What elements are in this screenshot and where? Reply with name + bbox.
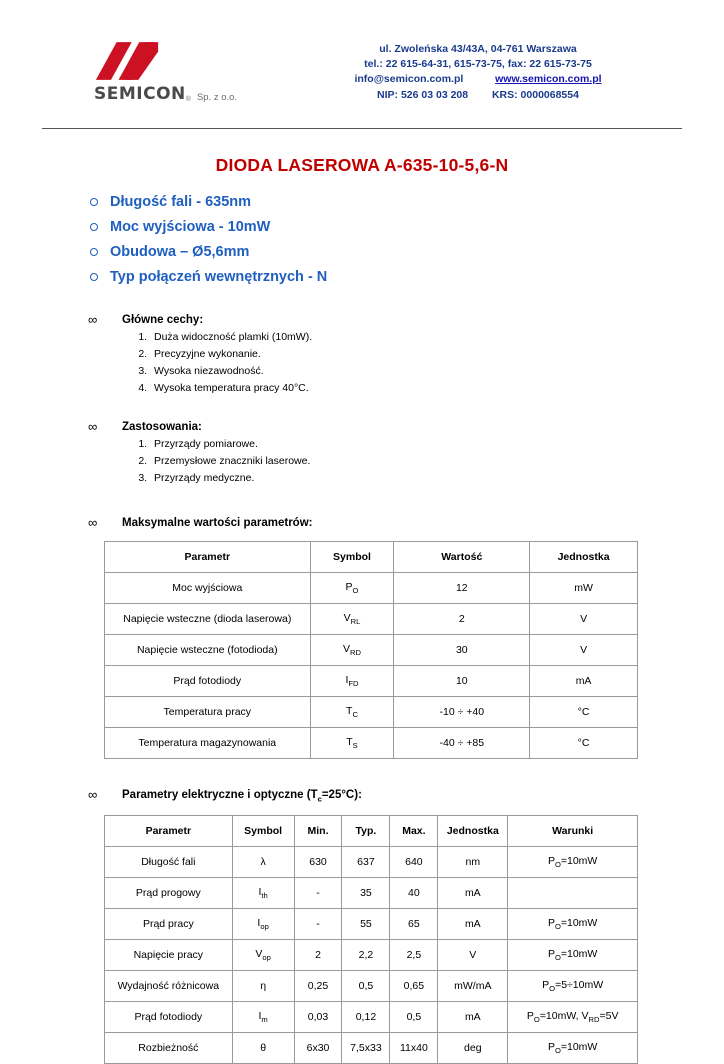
list-item: Moc wyjściowa - 10mW <box>88 215 682 240</box>
section-heading-label: Maksymalne wartości parametrów: <box>122 516 313 529</box>
list-item: 2. Przemysłowe znaczniki laserowe. <box>150 453 682 470</box>
website-link[interactable]: www.semicon.com.pl <box>495 73 602 86</box>
table-cell: 2 <box>394 603 530 634</box>
row-label: Temperatura magazynowania <box>105 727 311 758</box>
header-divider <box>42 128 682 129</box>
table-row <box>105 665 638 696</box>
table-cell: - <box>294 909 342 940</box>
section-electrical-params <box>42 786 682 804</box>
section-heading <box>88 514 682 530</box>
row-label: Długość fali <box>105 847 233 878</box>
company-suffix: Sp. z o.o. <box>196 92 238 103</box>
table-cell: 55 <box>342 909 390 940</box>
table-cell: $P_O=10mW$ <box>508 847 638 878</box>
semicon-logo-icon <box>94 38 160 84</box>
column-header: Jednostka <box>438 816 508 847</box>
phone-line: tel.: 22 615-64-31, 615-73-75, fax: 22 615-73-75 <box>364 58 592 71</box>
table-cell: 2 <box>294 940 342 971</box>
row-label: Napięcie wsteczne (dioda laserowa) <box>105 603 311 634</box>
table-row <box>105 572 638 603</box>
row-label: Prąd fotodiody <box>105 1002 233 1033</box>
column-header: Symbol <box>232 816 294 847</box>
table-cell: °C <box>530 696 638 727</box>
email-link[interactable]: info@semicon.com.pl <box>354 73 464 86</box>
table-cell: 7,5x33 <box>342 1033 390 1064</box>
column-header: Max. <box>390 816 438 847</box>
table-header-row <box>105 816 638 847</box>
column-header: Jednostka <box>530 541 638 572</box>
table-cell: V <box>530 603 638 634</box>
row-label: Prąd pracy <box>105 909 233 940</box>
table-cell: mW <box>530 572 638 603</box>
company-logo <box>42 38 274 103</box>
table-cell: 0,5 <box>342 971 390 1002</box>
table-cell: mW/mA <box>438 971 508 1002</box>
table-cell: 11x40 <box>390 1033 438 1064</box>
table-row <box>105 940 638 971</box>
table-cell: $V_{op}$ <box>232 940 294 971</box>
registered-mark: ® <box>185 96 191 103</box>
column-header: Symbol <box>310 541 394 572</box>
table-cell: λ <box>232 847 294 878</box>
section-max-values <box>42 514 682 530</box>
table-cell: 0,12 <box>342 1002 390 1033</box>
feature-list <box>88 329 682 397</box>
table-row <box>105 1033 638 1064</box>
table-cell: mA <box>530 665 638 696</box>
list-item: Obudowa – Ø5,6mm <box>88 240 682 265</box>
table-cell: $P_O=10mW$ <box>508 909 638 940</box>
table-row <box>105 727 638 758</box>
table-cell: η <box>232 971 294 1002</box>
section-heading <box>88 311 682 327</box>
table-cell: θ <box>232 1033 294 1064</box>
max-values-table-wrap <box>42 541 682 759</box>
table-cell: $P_O=5\div 10mW$ <box>508 971 638 1002</box>
column-header: Typ. <box>342 816 390 847</box>
table-cell: 2,2 <box>342 940 390 971</box>
contact-block <box>274 38 682 103</box>
table-cell: 40 <box>390 878 438 909</box>
row-label: Rozbieżność <box>105 1033 233 1064</box>
section-heading-label: Parametry elektryczne i optyczne $(T_c=25^\circ C)$: <box>122 788 362 804</box>
infinity-bullet-icon: ∞ <box>88 514 98 530</box>
krs-line: KRS: 0000068554 <box>491 88 579 101</box>
table-cell: 6x30 <box>294 1033 342 1064</box>
table-cell: mA <box>438 909 508 940</box>
address-line: ul. Zwoleńska 43/43A, 04-761 Warszawa <box>379 43 577 55</box>
list-item: 4. Wysoka temperatura pracy 40°C. <box>150 380 682 397</box>
table-cell: 35 <box>342 878 390 909</box>
table-cell: $V_{RL}$ <box>310 603 394 634</box>
table-cell: 640 <box>390 847 438 878</box>
section-heading-label: Główne cechy: <box>122 313 204 326</box>
section-zastosowania <box>42 418 682 487</box>
nip-line: NIP: 526 03 03 208 <box>377 88 469 101</box>
table-cell: -10 ÷ +40 <box>394 696 530 727</box>
list-item: 3. Przyrządy medyczne. <box>150 470 682 487</box>
table-cell: nm <box>438 847 508 878</box>
table-cell: $P_O=10mW$ <box>508 940 638 971</box>
list-item: Typ połączeń wewnętrznych - N <box>88 265 682 290</box>
table-cell: 0,25 <box>294 971 342 1002</box>
page-header <box>42 0 682 122</box>
highlight-list <box>42 190 682 290</box>
table-header-row <box>105 541 638 572</box>
table-cell: $T_C$ <box>310 696 394 727</box>
table-cell: -40 ÷ +85 <box>394 727 530 758</box>
list-item: 1. Duża widoczność plamki (10mW). <box>150 329 682 346</box>
table-cell: $P_O$ <box>310 572 394 603</box>
table-cell: 630 <box>294 847 342 878</box>
row-label: Moc wyjściowa <box>105 572 311 603</box>
table-cell: 0,65 <box>390 971 438 1002</box>
page-title: DIODA LASEROWA A-635-10-5,6-N <box>215 155 509 175</box>
table-cell: 65 <box>390 909 438 940</box>
column-header: Parametr <box>105 816 233 847</box>
electrical-params-table-body <box>105 847 638 1064</box>
table-cell: $V_{RD}$ <box>310 634 394 665</box>
row-label: Wydajność różnicowa <box>105 971 233 1002</box>
table-row <box>105 696 638 727</box>
list-item: 2. Precyzyjne wykonanie. <box>150 346 682 363</box>
table-cell: $I_{FD}$ <box>310 665 394 696</box>
table-cell: V <box>438 940 508 971</box>
section-heading-label: Zastosowania: <box>122 420 202 433</box>
table-cell: 0,03 <box>294 1002 342 1033</box>
table-row <box>105 603 638 634</box>
company-name: SEMICON <box>94 84 186 104</box>
table-row <box>105 1002 638 1033</box>
table-cell: $I_{op}$ <box>232 909 294 940</box>
section-heading <box>88 418 682 434</box>
table-cell: $P_O=10mW$, $V_{RD}=5V$ <box>508 1002 638 1033</box>
column-header: Warunki <box>508 816 638 847</box>
column-header: Parametr <box>105 541 311 572</box>
table-cell: 10 <box>394 665 530 696</box>
list-item: 1. Przyrządy pomiarowe. <box>150 436 682 453</box>
section-heading <box>88 786 682 804</box>
table-cell: V <box>530 634 638 665</box>
table-row <box>105 847 638 878</box>
table-row <box>105 878 638 909</box>
column-header: Min. <box>294 816 342 847</box>
table-cell: $T_S$ <box>310 727 394 758</box>
infinity-bullet-icon: ∞ <box>88 418 98 434</box>
table-cell: 637 <box>342 847 390 878</box>
row-label: Prąd fotodiody <box>105 665 311 696</box>
table-row <box>105 634 638 665</box>
list-item: 3. Wysoka niezawodność. <box>150 363 682 380</box>
table-row <box>105 971 638 1002</box>
table-cell: deg <box>438 1033 508 1064</box>
infinity-bullet-icon: ∞ <box>88 786 98 802</box>
section-glowne-cechy <box>42 311 682 397</box>
table-cell: $I_m$ <box>232 1002 294 1033</box>
row-label: Napięcie wsteczne (fotodioda) <box>105 634 311 665</box>
application-list <box>88 436 682 487</box>
electrical-params-table-wrap <box>42 815 682 1064</box>
column-header: Wartość <box>394 541 530 572</box>
table-cell: 30 <box>394 634 530 665</box>
table-cell: mA <box>438 1002 508 1033</box>
table-cell <box>508 878 638 909</box>
table-cell: °C <box>530 727 638 758</box>
list-item: Długość fali - 635nm <box>88 190 682 215</box>
table-cell: - <box>294 878 342 909</box>
table-cell: 2,5 <box>390 940 438 971</box>
electrical-params-table <box>104 815 638 1064</box>
table-cell: $P_O=10mW$ <box>508 1033 638 1064</box>
max-values-table <box>104 541 638 759</box>
max-values-table-body <box>105 572 638 758</box>
infinity-bullet-icon: ∞ <box>88 311 98 327</box>
table-cell: 12 <box>394 572 530 603</box>
row-label: Napięcie pracy <box>105 940 233 971</box>
table-row <box>105 909 638 940</box>
row-label: Temperatura pracy <box>105 696 311 727</box>
table-cell: mA <box>438 878 508 909</box>
row-label: Prąd progowy <box>105 878 233 909</box>
table-cell: $I_{th}$ <box>232 878 294 909</box>
table-cell: 0,5 <box>390 1002 438 1033</box>
